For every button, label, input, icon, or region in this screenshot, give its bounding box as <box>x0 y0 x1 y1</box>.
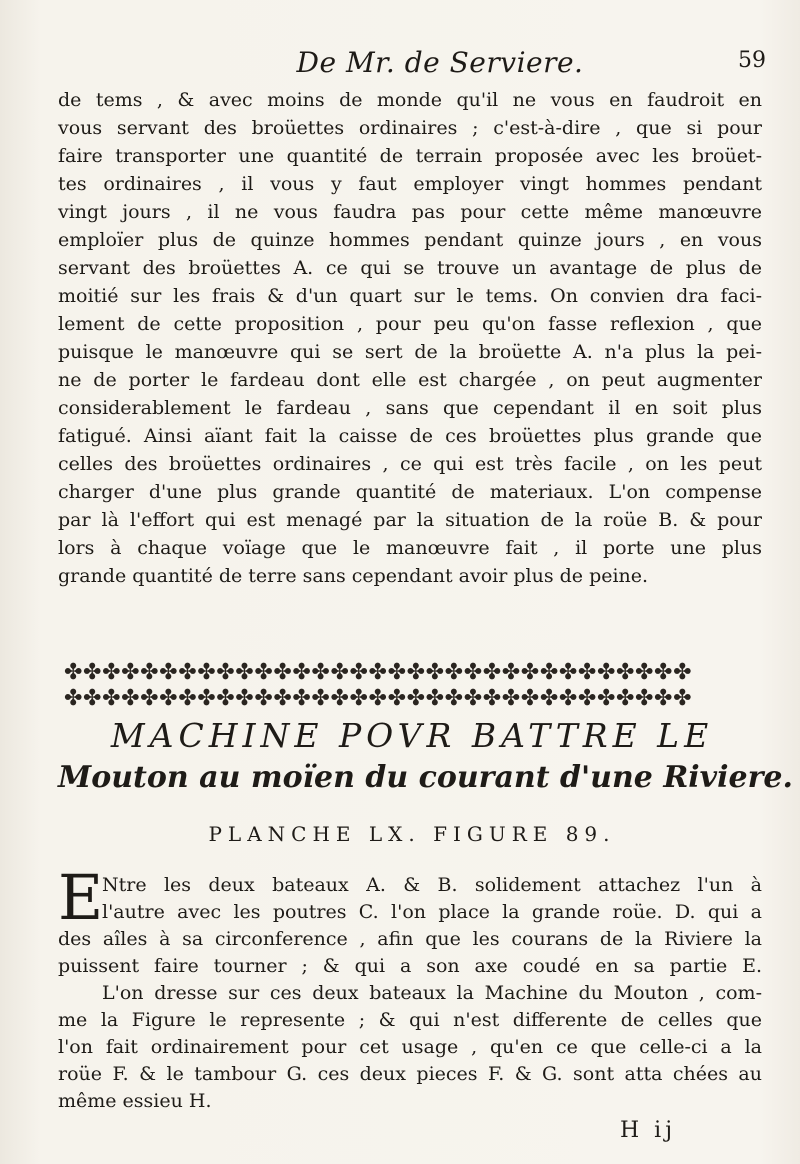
drop-cap: E <box>58 861 104 934</box>
text-line: puissent faire tourner ; & qui a son axe coudé en sa partie E. <box>58 955 762 977</box>
text-line: des aîles à sa circonference , afin que les courans de la Riviere la <box>58 928 762 950</box>
plate-caption: PLANCHE LX. FIGURE 89. <box>208 822 616 846</box>
text-line: charger d'une plus grande quantité de materiaux. L'on compense <box>58 481 762 503</box>
body-paragraph <box>58 86 762 590</box>
ornament-row: ✤✤✤✤✤✤✤✤✤✤✤✤✤✤✤✤✤✤✤✤✤✤✤✤✤✤✤✤✤✤✤✤✤ <box>64 686 693 711</box>
page-number: 59 <box>738 48 766 73</box>
ornament-band <box>64 660 764 712</box>
text-line: faire transporter une quantité de terrain proposée avec les broüet- <box>58 145 762 167</box>
text-line: de tems , & avec moins de monde qu'il ne vous en faudroit en <box>58 89 762 111</box>
section-subheading: Mouton au moïen du courant d'une Riviere. <box>58 760 793 795</box>
text-line: me la Figure le represente ; & qui n'est differente de celles que <box>58 1009 762 1031</box>
text-line: considerablement le fardeau , sans que cependant il en soit plus <box>58 397 762 419</box>
text-line: Ntre les deux bateaux A. & B. solidement attachez l'un à <box>102 874 762 896</box>
ornament-row: ✤✤✤✤✤✤✤✤✤✤✤✤✤✤✤✤✤✤✤✤✤✤✤✤✤✤✤✤✤✤✤✤✤ <box>64 660 693 685</box>
text-line: l'on fait ordinairement pour cet usage , qu'en ce que celle-ci a la <box>58 1036 762 1058</box>
text-line: grande quantité de terre sans cependant avoir plus de peine. <box>58 565 649 587</box>
text-line: fatigué. Ainsi aïant fait la caisse de ces broüettes plus grande que <box>58 425 762 447</box>
section-paragraph <box>58 872 762 1115</box>
text-line: vous servant des broüettes ordinaires ; c'est-à-dire , que si pour <box>58 117 762 139</box>
text-line: même essieu H. <box>58 1090 212 1112</box>
text-line: celles des broüettes ordinaires , ce qui est très facile , on les peut <box>58 453 762 475</box>
text-line: par là l'effort qui est menagé par la situation de la roüe B. & pour <box>58 509 762 531</box>
text-line: lement de cette proposition , pour peu qu'on fasse reflexion , que <box>58 313 762 335</box>
text-line: lors à chaque voïage que le manœuvre fait , il porte une plus <box>58 537 762 559</box>
text-line: puisque le manœuvre qui se sert de la broüette A. n'a plus la pei- <box>58 341 762 363</box>
text-line: ne de porter le fardeau dont elle est chargée , on peut augmenter <box>58 369 762 391</box>
text-line: roüe F. & le tambour G. ces deux pieces F. & G. sont atta chées au <box>58 1063 762 1085</box>
section-heading: MACHINE POVR BATTRE LE <box>110 716 714 755</box>
running-head: De Mr. de Serviere. <box>296 46 584 79</box>
text-line: tes ordinaires , il vous y faut employer vingt hommes pendant <box>58 173 762 195</box>
text-line: servant des broüettes A. ce qui se trouve un avantage de plus de <box>58 257 762 279</box>
text-line: vingt jours , il ne vous faudra pas pour cette même manœuvre <box>58 201 762 223</box>
signature-mark: H ij <box>620 1118 677 1143</box>
text-line: l'autre avec les poutres C. l'on place la grande roüe. D. qui a <box>102 901 762 923</box>
text-line: moitié sur les frais & d'un quart sur le tems. On convien dra faci- <box>58 285 762 307</box>
text-line: L'on dresse sur ces deux bateaux la Machine du Mouton , com- <box>102 982 762 1004</box>
text-line: emploïer plus de quinze hommes pendant quinze jours , en vous <box>58 229 762 251</box>
